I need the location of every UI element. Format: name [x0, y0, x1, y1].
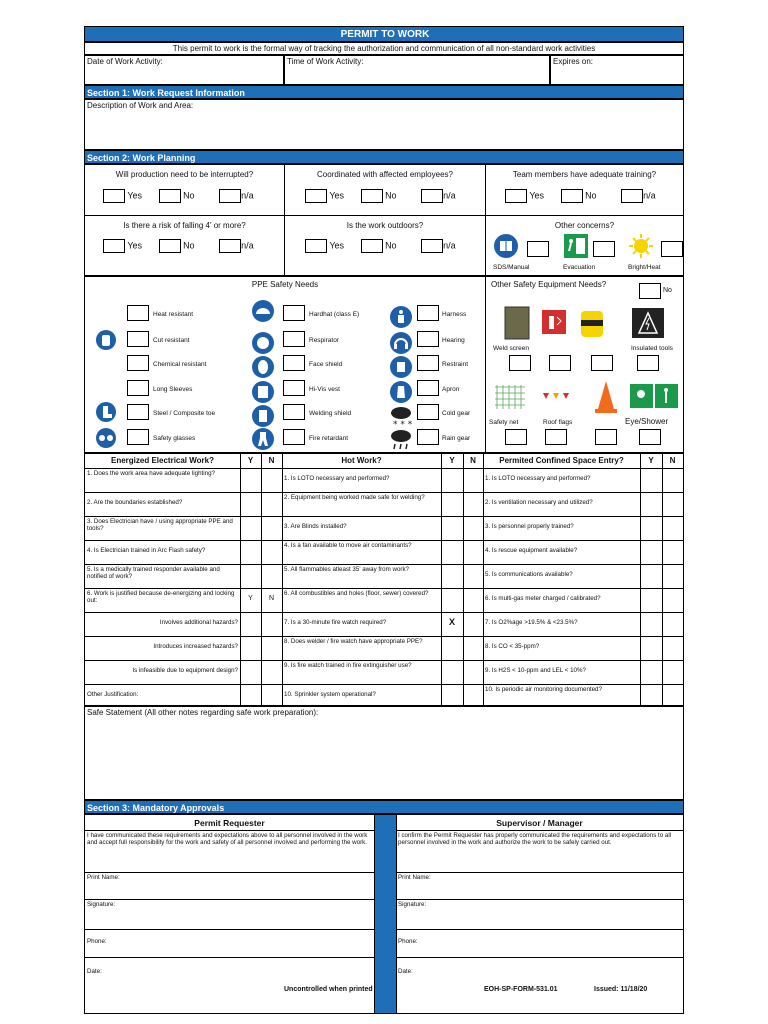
confined-item-2: 2. Is ventilation necessary and utilized? — [485, 499, 593, 506]
supervisor-date[interactable]: Date: — [398, 968, 413, 975]
evacuation-label: Evacuation — [563, 264, 596, 271]
insulated-tools-icon — [631, 307, 665, 339]
steel-toe-label: Steel / Composite toe — [153, 410, 216, 417]
heat-resistant-checkbox[interactable] — [127, 305, 149, 321]
uncontrolled-note: Uncontrolled when printed — [284, 986, 373, 993]
safe-statement-label: Safe Statement (All other notes regarding safe work preparation): — [87, 708, 319, 717]
description-field[interactable] — [84, 99, 684, 150]
q5-na-label: n/a — [443, 240, 456, 251]
question-production: Will production need to be interrupted? — [115, 170, 254, 179]
ppe-section — [84, 276, 684, 453]
welding-shield-checkbox[interactable] — [283, 404, 305, 420]
cut-resistant-label: Cut resistant — [153, 337, 190, 344]
respirator-icon — [251, 331, 275, 355]
cold-gear-checkbox[interactable] — [417, 404, 439, 420]
sun-icon — [628, 233, 654, 259]
restraint-icon — [389, 355, 413, 379]
date-field[interactable] — [84, 55, 284, 85]
electrical-item-4: 4. Is Electrician trained in Arc Flash safety? — [87, 547, 206, 554]
welding-shield-icon — [251, 404, 275, 428]
requester-date[interactable]: Date: — [87, 968, 102, 975]
question-other-concerns: Other concerns? — [554, 221, 615, 230]
q2-yes-checkbox[interactable] — [305, 189, 327, 203]
justify-increased-hazards: Introduces increased hazards? — [153, 643, 238, 650]
hi-vis-vest-icon — [251, 380, 275, 404]
insulated-tools-checkbox[interactable] — [637, 355, 659, 371]
requester-signature[interactable]: Signature: — [87, 901, 116, 908]
hot-y-header: Y — [449, 456, 455, 465]
electrical-y-header: Y — [247, 456, 254, 465]
q4-yes-label: Yes — [127, 240, 143, 251]
supervisor-statement: I confirm the Permit Requester has properly communicated the requirements and expectations to all personnel involved in the work and authorize the work to be safely carried out. — [398, 832, 672, 846]
cold-gear-label: Cold gear — [442, 410, 471, 417]
hardhat-label: Hardhat (class E) — [309, 311, 360, 318]
rain-gear-checkbox[interactable] — [417, 429, 439, 445]
traffic-cone-icon — [591, 379, 621, 415]
hot-work-header: Hot Work? — [341, 456, 382, 465]
confined-item-8: 8. Is CO < 35-ppm? — [485, 643, 540, 650]
q1-na-label: n/a — [241, 190, 254, 201]
hot-item-3: 3. Are Blinds installed? — [284, 523, 347, 530]
hardhat-checkbox[interactable] — [283, 305, 305, 321]
apron-label: Apron — [442, 386, 460, 393]
eye-shower-icon — [629, 383, 679, 409]
q4-na-label: n/a — [241, 240, 254, 251]
q2-options — [305, 189, 456, 203]
q3-options — [505, 189, 656, 203]
hot-item-4: 4. Is a fan available to move air contaminants? — [284, 542, 412, 549]
question-coordinated: Coordinated with affected employees? — [317, 170, 453, 179]
q1-no-label: No — [183, 190, 195, 201]
confined-item-1: 1. Is LOTO necessary and performed? — [485, 475, 591, 482]
hot-item-2: 2. Equipment being worked made safe for welding? — [284, 494, 425, 501]
weld-screen-checkbox[interactable] — [509, 355, 531, 371]
issued-date: Issued: 11/18/20 — [594, 986, 648, 993]
supervisor-print-name[interactable]: Print Name: — [398, 874, 431, 881]
q3-no-checkbox[interactable] — [561, 189, 583, 203]
confined-y-header: Y — [648, 456, 654, 465]
approvals-divider — [374, 815, 396, 1013]
q5-no-label: No — [385, 240, 397, 251]
hot-n-header: N — [470, 456, 476, 465]
safety-net-checkbox[interactable] — [505, 429, 527, 445]
q2-yes-label: Yes — [329, 190, 345, 201]
roof-flags-icon — [541, 391, 571, 405]
q1-no-checkbox[interactable] — [159, 189, 181, 203]
requester-print-name[interactable]: Print Name: — [87, 874, 120, 881]
hearing-label: Hearing — [442, 337, 465, 344]
apron-icon — [389, 380, 413, 404]
q3-no-label: No — [585, 190, 597, 201]
supervisor-title: Supervisor / Manager — [496, 818, 583, 828]
harness-icon — [389, 305, 413, 329]
harness-label: Harness — [442, 311, 467, 318]
description-label: Description of Work and Area: — [87, 101, 194, 110]
checklist-table — [84, 453, 684, 706]
confined-item-6: 6. Is multi-gas meter charged / calibrated? — [485, 595, 601, 602]
q4-na-checkbox[interactable] — [219, 239, 241, 253]
safety-glasses-label: Safety glasses — [153, 435, 196, 442]
q3-na-label: n/a — [643, 190, 656, 201]
confined-item-7: 7. Is O2%age >19.5% & <23.5%? — [485, 619, 578, 626]
face-shield-checkbox[interactable] — [283, 355, 305, 371]
confined-item-3: 3. Is personnel properly trained? — [485, 523, 574, 530]
insulated-tools-label: Insulated tools — [631, 345, 673, 352]
intro-text: This permit to work is the formal way of tracking the authorization and communication of all non-standard work activities — [84, 42, 684, 55]
fire-retardant-icon — [251, 427, 275, 451]
electrical-row6-n: N — [268, 595, 275, 602]
evacuation-checkbox[interactable] — [593, 241, 615, 257]
traffic-cone-checkbox[interactable] — [595, 429, 617, 445]
svg-text:* * *: * * * — [393, 420, 413, 430]
rain-gear-label: Rain gear — [442, 435, 471, 442]
hot-item-10: 10. Sprinkler system operational? — [284, 691, 376, 698]
q5-yes-label: Yes — [329, 240, 345, 251]
hot-item-8: 8. Does welder / fire watch have appropriate PPE? — [284, 638, 423, 645]
expires-label: Expires on: — [553, 57, 594, 66]
form-title: PERMIT TO WORK — [84, 26, 684, 42]
harness-checkbox[interactable] — [417, 305, 439, 321]
fire-retardant-checkbox[interactable] — [283, 429, 305, 445]
evacuation-icon — [563, 233, 589, 259]
apron-checkbox[interactable] — [417, 380, 439, 396]
safety-glasses-checkbox[interactable] — [127, 429, 149, 445]
planning-questions — [84, 164, 684, 276]
restraint-label: Restraint — [442, 361, 469, 368]
question-training: Team members have adequate training? — [512, 170, 657, 179]
justify-additional-hazards: Involves additional hazards? — [159, 619, 238, 626]
q1-yes-label: Yes — [127, 190, 143, 201]
hearing-checkbox[interactable] — [417, 331, 439, 347]
other-equipment-no-checkbox[interactable] — [639, 283, 661, 299]
q5-no-checkbox[interactable] — [361, 239, 383, 253]
q1-yes-checkbox[interactable] — [103, 189, 125, 203]
q4-options — [103, 239, 254, 253]
face-shield-label: Face shield — [309, 361, 343, 368]
requester-title: Permit Requester — [194, 818, 265, 828]
electrical-item-1: 1. Does the work area have adequate lighting? — [87, 470, 215, 477]
q5-yes-checkbox[interactable] — [305, 239, 327, 253]
boots-icon — [95, 401, 117, 423]
safe-statement-field[interactable] — [84, 706, 684, 800]
electrical-item-2: 2. Are the boundaries established? — [87, 499, 183, 506]
supervisor-signature[interactable]: Signature: — [398, 901, 427, 908]
safety-net-icon — [493, 383, 527, 413]
cut-resistant-checkbox[interactable] — [127, 331, 149, 347]
bright-heat-label: Bright/Heat — [628, 264, 661, 271]
weld-screen-label: Weld screen — [493, 345, 530, 352]
other-justification: Other Justification: — [87, 691, 139, 698]
steel-toe-checkbox[interactable] — [127, 404, 149, 420]
caution-tape-icon — [575, 307, 609, 341]
confined-item-9: 9. Is H2S < 10-ppm and LEL < 10%? — [485, 667, 586, 674]
form-number: EOH-SP-FORM-531.01 — [484, 986, 558, 993]
electrical-header: Energized Electrical Work? — [111, 456, 214, 465]
section3-header: Section 3: Mandatory Approvals — [84, 800, 684, 814]
long-sleeves-checkbox[interactable] — [127, 380, 149, 396]
q4-yes-checkbox[interactable] — [103, 239, 125, 253]
section2-header: Section 2: Work Planning — [84, 150, 684, 164]
expires-field[interactable] — [550, 55, 684, 85]
safety-net-label: Safety net — [489, 419, 519, 426]
eye-shower-label: Eye/Shower — [625, 417, 669, 426]
welding-shield-label: Welding shield — [309, 410, 352, 417]
fire-retardant-label: Fire retardant — [309, 435, 349, 442]
respirator-checkbox[interactable] — [283, 331, 305, 347]
supervisor-phone[interactable]: Phone: — [398, 938, 418, 945]
confined-item-5: 5. Is communications available? — [485, 571, 573, 578]
hearing-protection-icon — [389, 331, 413, 355]
q3-na-checkbox[interactable] — [621, 189, 643, 203]
roof-flags-checkbox[interactable] — [545, 429, 567, 445]
gloves-icon — [95, 329, 117, 351]
q2-no-label: No — [385, 190, 397, 201]
electrical-item-5: 5. Is a medically trained responder available and notified of work? — [87, 566, 220, 580]
electrical-row6-y: Y — [248, 595, 253, 602]
hot-item-7: 7. Is a 30-minute fire watch required? — [284, 619, 387, 626]
heat-resistant-label: Heat resistant — [153, 311, 194, 318]
bright-checkbox[interactable] — [661, 241, 683, 257]
hot-item-6: 6. All combustibles and holes (floor, sewer) covered? — [284, 590, 429, 597]
caution-tape-checkbox[interactable] — [591, 355, 613, 371]
time-field[interactable] — [284, 55, 550, 85]
approvals-table — [84, 814, 684, 1014]
justify-infeasible: Is infeasible due to equipment design? — [132, 667, 238, 674]
section1-header: Section 1: Work Request Information — [84, 85, 684, 99]
requester-phone[interactable]: Phone: — [87, 938, 107, 945]
other-equipment-title: Other Safety Equipment Needs? — [491, 280, 607, 289]
eye-shower-checkbox[interactable] — [639, 429, 661, 445]
face-shield-icon — [251, 355, 275, 379]
safety-glasses-icon — [95, 427, 117, 449]
q2-no-checkbox[interactable] — [361, 189, 383, 203]
time-label: Time of Work Activity: — [287, 57, 364, 66]
sds-checkbox[interactable] — [527, 241, 549, 257]
fire-extinguisher-checkbox[interactable] — [549, 355, 571, 371]
hot-item-9: 9. Is fire watch trained in fire extinguisher use? — [284, 662, 412, 669]
confined-n-header: N — [669, 456, 676, 465]
electrical-item-3: 3. Does Electrician have / using appropriate PPE and tools? — [87, 518, 233, 532]
sds-label: SDS/Manual — [493, 264, 530, 271]
q2-na-label: n/a — [443, 190, 456, 201]
q3-yes-checkbox[interactable] — [505, 189, 527, 203]
confined-item-4: 4. Is rescue equipment available? — [485, 547, 578, 554]
hot-row7-mark[interactable]: X — [448, 617, 455, 627]
confined-item-10: 10. Is periodic air monitoring documented? — [485, 686, 602, 693]
electrical-item-6: 6. Work is justified because de-energizing and locking out: — [87, 590, 235, 604]
electrical-n-header: N — [268, 456, 275, 465]
requester-statement: I have communicated these requirements and expectations above to all personnel involved in the work and accept full responsibility for the work and safety of all personnel involved and performing the work. — [87, 832, 368, 846]
chemical-resistant-checkbox[interactable] — [127, 355, 149, 371]
q2-na-checkbox[interactable] — [421, 189, 443, 203]
other-equipment-no-label: No — [663, 287, 672, 294]
restraint-checkbox[interactable] — [417, 355, 439, 371]
long-sleeves-label: Long Sleeves — [153, 386, 193, 393]
hot-item-1: 1. Is LOTO necessary and performed? — [284, 475, 390, 482]
date-label: Date of Work Activity: — [87, 57, 163, 66]
q4-no-checkbox[interactable] — [159, 239, 181, 253]
q3-yes-label: Yes — [529, 190, 545, 201]
confined-space-header: Permited Confined Space Entry? — [499, 456, 624, 465]
roof-flags-label: Roof flags — [543, 419, 573, 426]
fire-extinguisher-icon — [541, 309, 567, 335]
q4-no-label: No — [183, 240, 195, 251]
q5-options — [305, 239, 456, 253]
sds-manual-icon — [493, 233, 519, 259]
q1-na-checkbox[interactable] — [219, 189, 241, 203]
respirator-label: Respirator — [309, 337, 339, 344]
hi-vis-vest-checkbox[interactable] — [283, 380, 305, 396]
question-outdoors: Is the work outdoors? — [346, 221, 424, 230]
hot-item-5: 5. All flammables atleast 35' away from work? — [284, 566, 409, 573]
ppe-title: PPE Safety Needs — [251, 280, 319, 289]
hi-vis-vest-label: Hi-Vis vest — [309, 386, 340, 393]
weld-screen-icon — [503, 305, 531, 343]
question-falling: Is there a risk of falling 4' or more? — [123, 221, 246, 230]
rain-gear-icon — [389, 427, 413, 453]
hardhat-icon — [251, 299, 275, 323]
chemical-resistant-label: Chemical resistant — [153, 361, 207, 368]
q1-options — [103, 189, 254, 203]
q5-na-checkbox[interactable] — [421, 239, 443, 253]
